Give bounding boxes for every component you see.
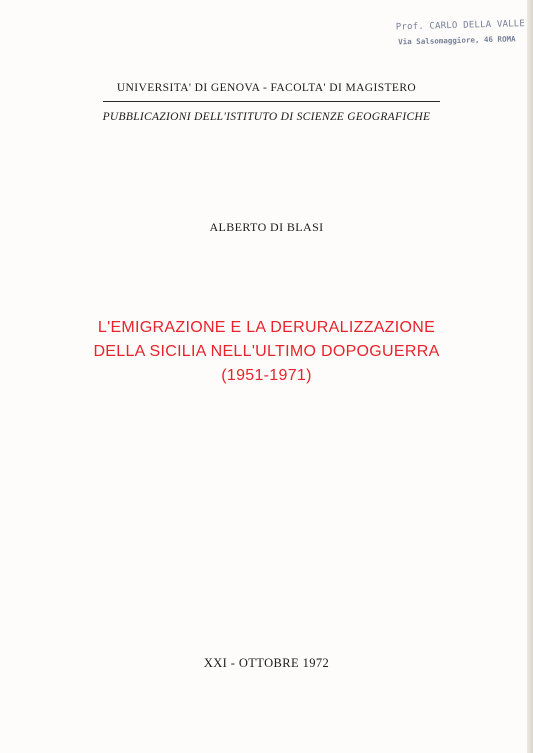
page-edge-shadow — [527, 0, 533, 753]
author-name: ALBERTO DI BLASI — [209, 220, 324, 234]
title-line-2: DELLA SICILIA NELL'ULTIMO DOPOGUERRA — [93, 343, 440, 360]
stamp-address: Via Salsomaggiore, 46 ROMA — [398, 34, 516, 47]
issue-date: XXI - OTTOBRE 1972 — [203, 656, 330, 670]
header-divider — [103, 101, 440, 102]
document-title — [0, 316, 533, 388]
institution-heading: UNIVERSITA' DI GENOVA - FACOLTA' DI MAGISTERO — [116, 82, 417, 94]
series-subtitle: PUBBLICAZIONI DELL'ISTITUTO DI SCIENZE GEOGRAFICHE — [102, 111, 431, 123]
stamp-owner-name: Prof. CARLO DELLA VALLE — [395, 19, 526, 33]
title-line-3: (1951-1971) — [221, 367, 312, 384]
title-line-1: L'EMIGRAZIONE E LA DERURALIZZAZIONE — [97, 319, 436, 336]
owner-stamp — [393, 16, 526, 51]
